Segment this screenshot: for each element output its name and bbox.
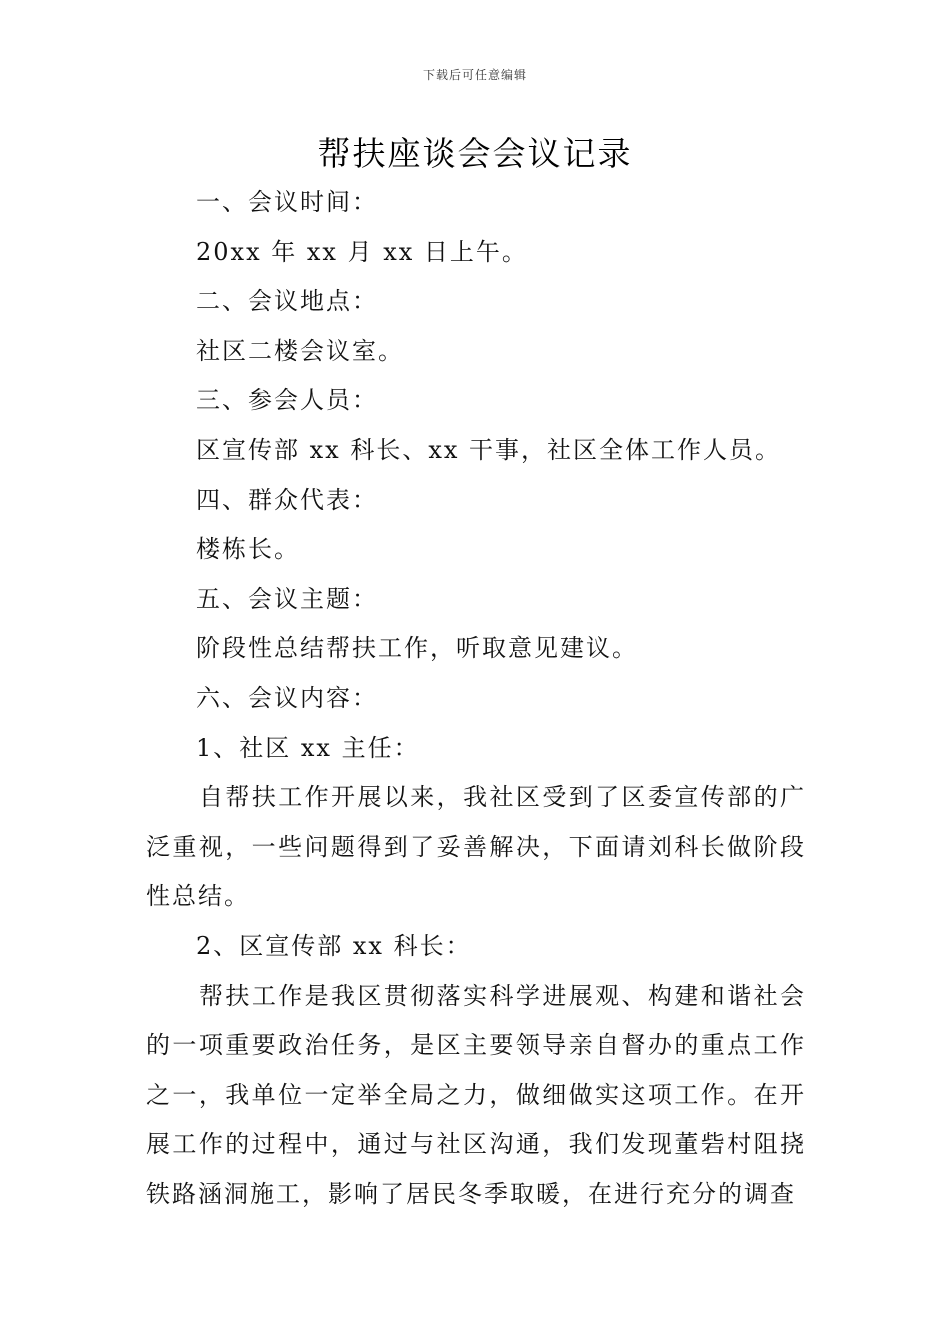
section-heading-time: 一、会议时间： — [196, 188, 378, 216]
document-title: 帮扶座谈会会议记录 — [317, 134, 633, 173]
section-content-time: 20xx 年 xx 月 xx 日上午。 — [196, 237, 528, 266]
section-content-attendees: 区宣传部 xx 科长、xx 干事，社区全体工作人员。 — [196, 435, 782, 464]
speaker-label-1: 1、社区 xx 主任： — [196, 733, 420, 762]
section-content-representatives: 楼栋长。 — [196, 535, 300, 564]
section-content-location: 社区二楼会议室。 — [196, 336, 404, 365]
document-body — [146, 178, 806, 1219]
section-heading-representatives: 四、群众代表： — [196, 485, 378, 514]
speaker-paragraph-2: 帮扶工作是我区贯彻落实科学进展观、构建和谐社会的一项重要政治任务，是区主要领导亲自督办的重点工作之一，我单位一定举全局之力，做细做实这项工作。在开展工作的过程中，通过与社区沟通，我们发现董砦村阻挠铁路涵洞施工，影响了居民冬季取暖，在进行充分的调查 — [146, 981, 806, 1208]
section-heading-attendees: 三、参会人员： — [196, 386, 378, 415]
speaker-label-2: 2、区宣传部 xx 科长： — [196, 931, 472, 960]
header-note: 下载后可任意编辑 — [422, 68, 527, 82]
section-content-theme: 阶段性总结帮扶工作，听取意见建议。 — [196, 634, 638, 663]
speaker-paragraph-1: 自帮扶工作开展以来，我社区受到了区委宣传部的广泛重视，一些问题得到了妥善解决，下面请刘科长做阶段性总结。 — [146, 783, 806, 911]
section-heading-location: 二、会议地点： — [196, 287, 378, 316]
section-heading-theme: 五、会议主题： — [196, 584, 378, 613]
section-heading-content: 六、会议内容： — [196, 683, 378, 712]
